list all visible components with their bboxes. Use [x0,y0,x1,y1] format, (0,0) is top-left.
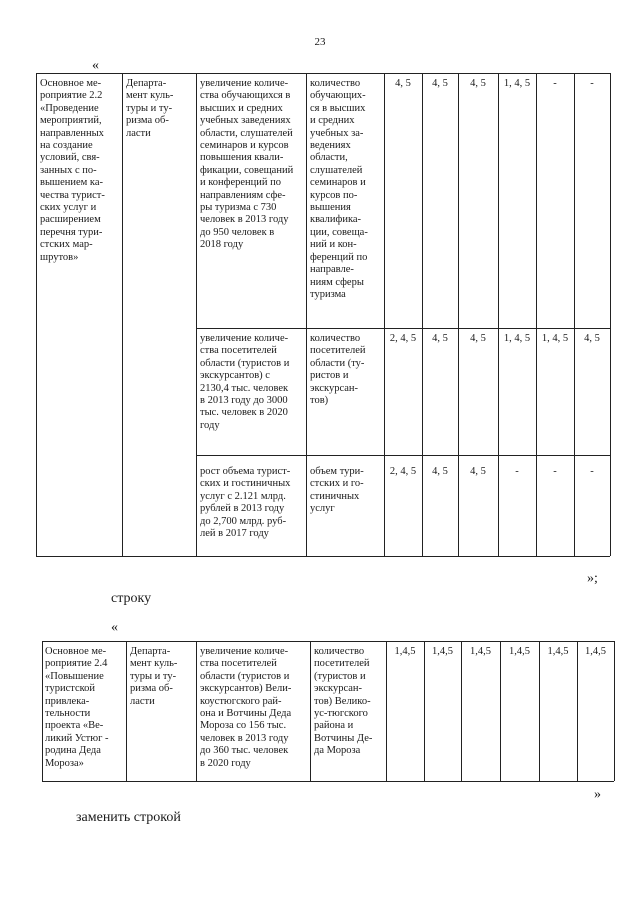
year-cell: 1,4,5 [547,646,569,657]
closing-quote: » [594,787,601,802]
closing-quote: »; [587,571,598,586]
year-cell: 4, 5 [470,78,486,89]
year-cell: 1, 4, 5 [503,333,531,344]
table-1-column-border [498,73,499,556]
table-2-column-border [614,641,615,781]
table-2-column-border [196,641,197,781]
instruction-row-label: строку [111,591,152,606]
table-2-column-border [539,641,540,781]
table-2-column-border [42,641,43,781]
table-1-bottom-border [36,556,610,557]
indicator-cell: количество обучающих- ся в высших и средних учебных за- ведениях области, слушателей семинаров и курсов по- вышения квалифика- ции, совеща- ний и кон- ференций по направле- ниям сферы туризма [310,78,368,300]
table-1-column-border [122,73,123,556]
result-cell: увеличение количе- ства обучающихся в высших и средних учебных заведениях области, слушателей семинаров и курсов повышения квали- фикации, совещаний и конференций по направлениям сфе- ры туризма с 730 человек в 2013 году до 950 человек в 2018 году [200,78,294,251]
table-2-column-border [461,641,462,781]
table-1-column-border [610,73,611,556]
indicator-cell: количество посетителей (туристов и экскурсан- тов) Велико- ус-тюгского района и Вотчины Де- да Мороза [314,646,373,757]
table-1-column-border [422,73,423,556]
indicator-cell: количество посетителей области (ту- ристов и экскурсан- тов) [310,333,366,407]
year-cell: - [553,466,557,477]
table-2-column-border [577,641,578,781]
year-cell: 4, 5 [470,466,486,477]
year-cell: 2, 4, 5 [389,333,417,344]
year-cell: - [553,78,557,89]
table-1-row-divider [196,455,610,456]
table-1-column-border [384,73,385,556]
activity-name-cell: Основное ме- роприятие 2.2 «Проведение мероприятий, направленных на создание условий, свя- занных с по- вышением ка- чества турист- ских услуг и расширением перечня тури- стских мар- шрутов» [40,78,105,263]
year-cell: 4, 5 [432,466,448,477]
table-2-column-border [424,641,425,781]
executor-cell: Департа- мент куль- туры и ту- ризма об- ласти [130,646,178,707]
result-cell: рост объема турист- ских и гостиничных услуг с 2.121 млрд. рублей в 2013 году до 2,700 млрд. руб- лей в 2017 году [200,466,291,540]
table-2-bottom-border [42,781,614,782]
activity-name-cell: Основное ме- роприятие 2.4 «Повышение туристской привлека- тельности проекта «Ве- ликий Устюг - родина Деда Мороза» [45,646,109,769]
table-1-row-divider [196,328,610,329]
year-cell: 4, 5 [395,78,411,89]
instruction-replace-label: заменить строкой [76,810,181,825]
table-1-column-border [306,73,307,556]
indicator-cell: объем тури- стских и го- стиничных услуг [310,466,364,515]
table-2-column-border [386,641,387,781]
result-cell: увеличение количе- ства посетителей области (туристов и экскурсантов) Вели- коустюгского рай- она и Вотчины Деда Мороза со 156 тыс. человек в 2013 году до 360 тыс. человек в 2020 году [200,646,292,769]
year-cell: 1,4,5 [394,646,416,657]
year-cell: - [590,466,594,477]
table-2-column-border [310,641,311,781]
year-cell: 1,4,5 [470,646,491,657]
year-cell: 4, 5 [470,333,486,344]
table-1-column-border [36,73,37,556]
table-2-column-border [126,641,127,781]
year-cell: 1,4,5 [509,646,530,657]
table-2-column-border [500,641,501,781]
year-cell: 1, 4, 5 [503,78,531,89]
table-1-column-border [458,73,459,556]
year-cell: 1, 4, 5 [541,333,569,344]
executor-cell: Департа- мент куль- туры и ту- ризма об- ласти [126,78,174,139]
opening-quote: « [111,620,118,635]
year-cell: 1,4,5 [432,646,453,657]
year-cell: - [590,78,594,89]
year-cell: - [515,466,519,477]
year-cell: 4, 5 [584,333,600,344]
year-cell: 4, 5 [432,333,448,344]
year-cell: 2, 4, 5 [389,466,417,477]
table-1-column-border [574,73,575,556]
year-cell: 4, 5 [432,78,448,89]
year-cell: 1,4,5 [585,646,606,657]
table-1-column-border [196,73,197,556]
page-number: 23 [314,36,326,48]
table-1-column-border [536,73,537,556]
result-cell: увеличение количе- ства посетителей области (туристов и экскурсантов) с 2130,4 тыс. человек в 2013 году до 3000 тыс. человек в 2020 году [200,333,290,431]
table-2-top-border [42,641,614,642]
opening-quote: « [92,58,99,73]
